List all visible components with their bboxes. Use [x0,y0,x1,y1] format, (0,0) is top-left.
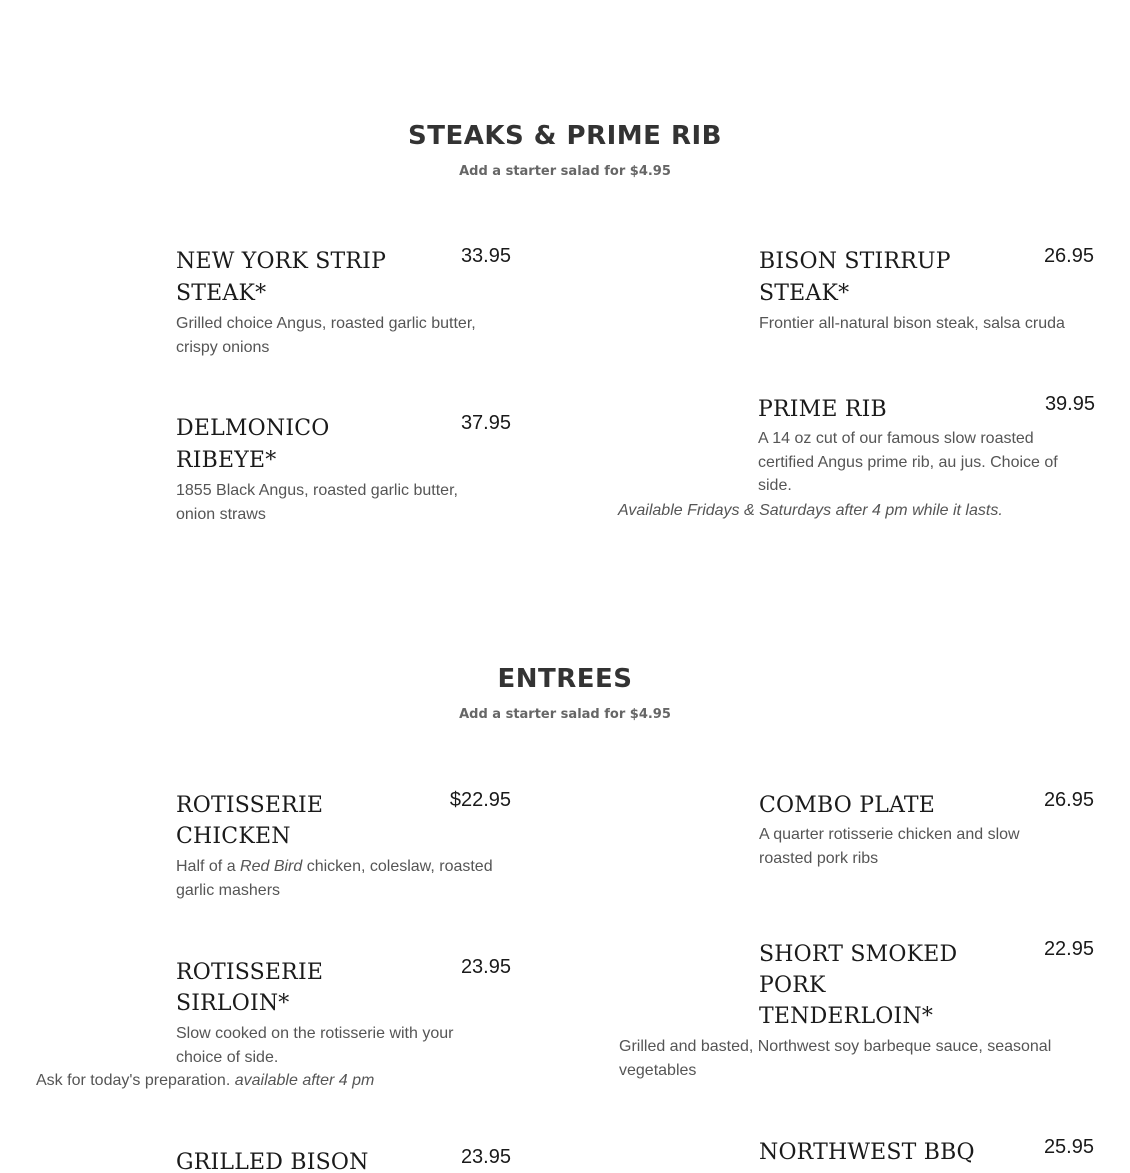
item-description: Half of a Red Bird chicken, coleslaw, roasted garlic mashers [176,858,493,899]
menu-item-delmonico-ribeye [176,413,511,533]
menu-item-rotisserie-chicken [176,790,511,910]
item-price: 26.95 [1043,789,1094,811]
item-price: $22.95 [449,789,511,811]
section-subtitle-entrees: Add a starter salad for $4.95 [459,707,671,722]
item-name: NORTHWEST BBQ [759,1140,975,1165]
item-name: NEW YORK STRIP STEAK* [176,249,387,306]
section-title-steaks: STEAKS & PRIME RIB [408,121,722,151]
item-price: 23.95 [460,1147,511,1168]
item-price: 37.95 [460,412,511,434]
menu-item-grilled-bison [176,1147,511,1173]
sirloin-preparation-note: Ask for today's preparation. available after 4 pm [36,1072,375,1089]
item-name: BISON STIRRUP STEAK* [759,249,951,306]
menu-item-combo-plate [759,790,1094,890]
item-description: 1855 Black Angus, roasted garlic butter, onion straws [176,482,458,523]
menu-item-rotisserie-sirloin [176,957,511,1067]
item-description: Slow cooked on the rotisserie with your choice of side. [176,1025,454,1066]
item-description: Frontier all-natural bison steak, salsa cruda [759,315,1065,332]
item-price: 25.95 [1043,1137,1094,1158]
item-description: A quarter rotisserie chicken and slow roasted pork ribs [759,826,1020,867]
menu-item-bison-stirrup [759,246,1094,346]
pork-tenderloin-description: Grilled and basted, Northwest soy barbeque sauce, seasonal vegetables [619,1038,1052,1079]
prime-rib-availability-note: Available Fridays & Saturdays after 4 pm while it lasts. [618,502,1003,519]
menu-item-short-smoked-pork-tenderloin [759,939,1094,1039]
item-price: 33.95 [460,245,511,267]
item-name: GRILLED BISON [176,1150,369,1173]
section-title-entrees: ENTREES [497,664,633,694]
item-name: ROTISSERIE SIRLOIN* [176,960,324,1016]
item-name: COMBO PLATE [759,793,936,818]
item-name: ROTISSERIE CHICKEN [176,793,324,849]
menu-item-new-york-strip [176,246,511,366]
item-price: 26.95 [1043,245,1094,267]
item-price: 23.95 [460,956,511,978]
item-price: 39.95 [1044,393,1095,415]
item-name: DELMONICO RIBEYE* [176,416,330,473]
item-name: PRIME RIB [758,397,887,422]
item-price: 22.95 [1043,938,1094,960]
item-name: SHORT SMOKED PORK TENDERLOIN* [759,942,958,1029]
item-description: Grilled choice Angus, roasted garlic butter, crispy onions [176,315,476,356]
menu-item-prime-rib [758,394,1095,504]
section-subtitle-steaks: Add a starter salad for $4.95 [459,164,671,179]
menu-item-northwest-bbq [759,1137,1094,1173]
item-description: A 14 oz cut of our famous slow roasted certified Angus prime rib, au jus. Choice of side. [758,430,1058,494]
